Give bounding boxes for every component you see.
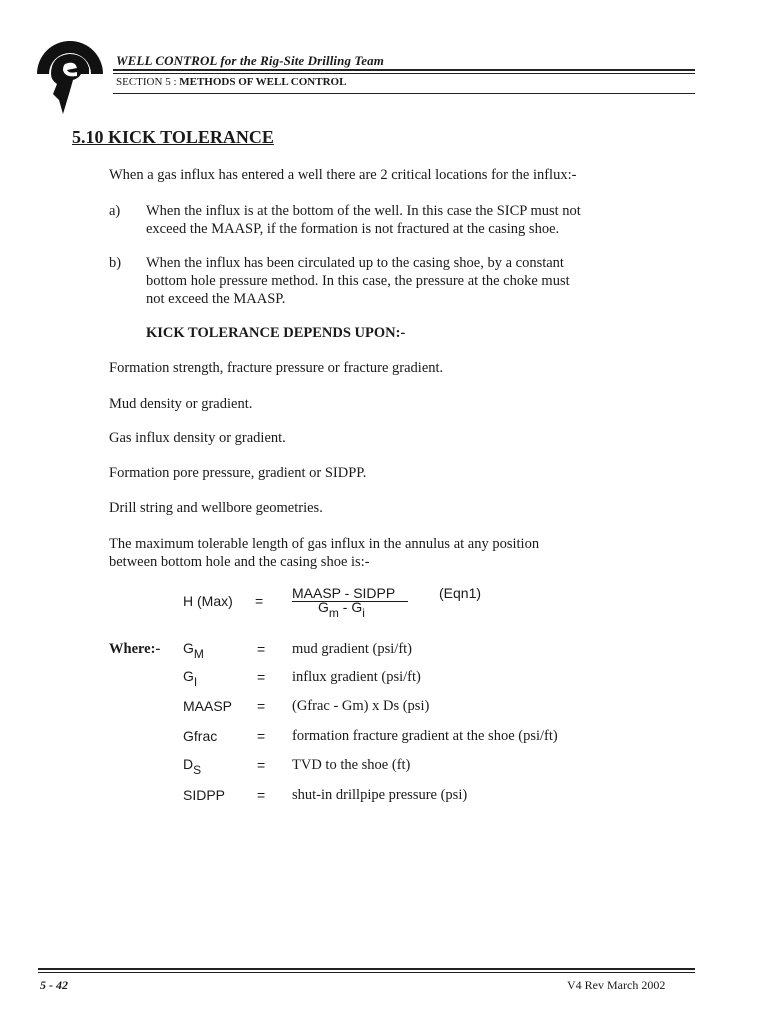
- header-rule-thin: [113, 73, 695, 74]
- intro-paragraph: When a gas influx has entered a well there are 2 critical locations for the influx:-: [109, 167, 577, 183]
- def-description: formation fracture gradient at the shoe (psi/ft): [292, 728, 558, 744]
- def-description: shut-in drillpipe pressure (psi): [292, 787, 468, 803]
- list-item-a: When the influx is at the bottom of the well. In this case the SICP must not exceed the MAASP, if the formation is not fractured at the casing shoe.: [146, 203, 581, 237]
- def-description: (Gfrac - Gm) x Ds (psi): [292, 698, 430, 714]
- def-description: influx gradient (psi/ft): [292, 669, 421, 685]
- def-equals: =: [257, 669, 266, 685]
- list-marker-b: b): [109, 255, 122, 271]
- equation-label: (Eqn1): [439, 585, 482, 601]
- equation-numerator: MAASP - SIDPP: [292, 585, 396, 601]
- where-label: Where:-: [109, 641, 161, 657]
- equation-equals: =: [255, 593, 264, 609]
- section-heading: 5.10 KICK TOLERANCE: [72, 127, 274, 147]
- footer-rule: [38, 968, 695, 970]
- section-rule: [113, 93, 695, 94]
- revision-label: V4 Rev March 2002: [567, 978, 666, 992]
- def-symbol: GI: [183, 668, 198, 689]
- def-symbol: GM: [183, 640, 204, 661]
- factor-item: Mud density or gradient.: [109, 396, 253, 412]
- factor-item: Drill string and wellbore geometries.: [109, 500, 323, 516]
- def-equals: =: [257, 787, 266, 803]
- header-rule: [113, 69, 695, 71]
- section-label: SECTION 5 : METHODS OF WELL CONTROL: [116, 76, 347, 88]
- page-number: 5 - 42: [40, 978, 68, 992]
- factor-item: Formation strength, fracture pressure or fracture gradient.: [109, 360, 444, 376]
- def-equals: =: [257, 698, 266, 714]
- max-length-paragraph: The maximum tolerable length of gas influx in the annulus at any position between bottom hole and the casing shoe is:-: [109, 536, 540, 570]
- def-equals: =: [257, 641, 266, 657]
- list-item-b: When the influx has been circulated up to the casing shoe, by a constant bottom hole pressure method. In this case, the pressure at the choke must not exceed the MAASP.: [146, 255, 570, 307]
- def-symbol: SIDPP: [183, 787, 226, 803]
- factor-item: Formation pore pressure, gradient or SIDPP.: [109, 465, 367, 481]
- def-equals: =: [257, 757, 266, 773]
- company-logo: [35, 34, 105, 114]
- def-equals: =: [257, 728, 266, 744]
- equation-lhs: H (Max): [183, 593, 233, 609]
- def-symbol: MAASP: [183, 698, 233, 714]
- document-title: WELL CONTROL for the Rig-Site Drilling Team: [116, 53, 384, 68]
- depends-heading: KICK TOLERANCE DEPENDS UPON:-: [146, 325, 406, 341]
- def-symbol: Gfrac: [183, 728, 218, 744]
- def-description: mud gradient (psi/ft): [292, 641, 413, 657]
- equation-denominator: Gm - Gi: [318, 599, 365, 620]
- factor-item: Gas influx density or gradient.: [109, 430, 286, 446]
- footer-rule-thin: [38, 972, 695, 973]
- def-symbol: DS: [183, 756, 202, 777]
- list-marker-a: a): [109, 203, 121, 219]
- def-description: TVD to the shoe (ft): [292, 757, 411, 773]
